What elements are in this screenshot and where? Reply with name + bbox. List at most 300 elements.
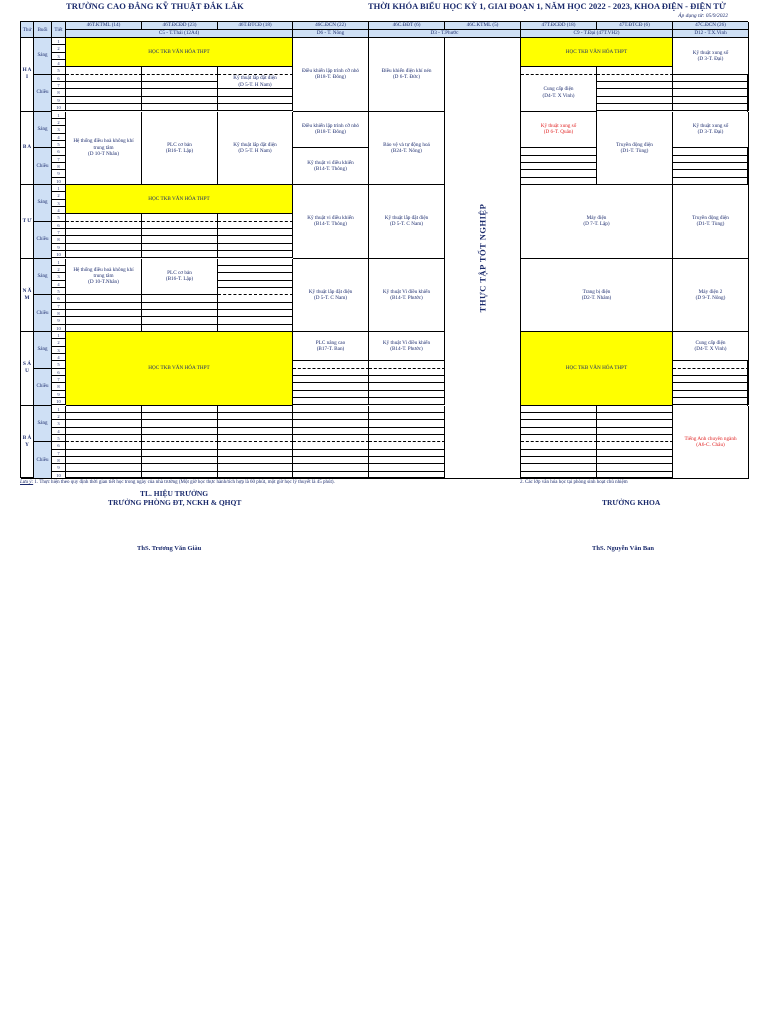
empty-slot	[218, 251, 293, 258]
slot-number: 6	[52, 75, 66, 82]
slot-number: 2	[52, 413, 66, 420]
empty-slot	[521, 464, 597, 471]
empty-slot	[66, 229, 142, 236]
schedule-block	[673, 259, 749, 333]
empty-slot	[597, 406, 673, 413]
class-header: 47T.ĐCĐD (18)	[521, 22, 597, 30]
schedule-block	[673, 185, 749, 259]
empty-slot	[369, 428, 445, 435]
empty-slot	[369, 369, 445, 376]
empty-slot	[597, 82, 673, 89]
empty-slot	[293, 472, 369, 479]
schedule-block-text: Kỹ thuật xung số (D 3-T. Đại)	[692, 49, 729, 62]
slot-number: 2	[52, 119, 66, 126]
empty-slot	[66, 406, 142, 413]
empty-slot	[66, 89, 142, 96]
empty-slot	[142, 244, 218, 251]
slot-number: 4	[52, 134, 66, 141]
schedule-block-text: Cung cấp điện (D4-T. X Vinh)	[694, 339, 727, 353]
slot-number: 10	[52, 472, 66, 479]
schedule-block-text: Kỹ thuật Vi điều khiển (B14-T. Phước)	[382, 288, 431, 301]
slot-number: 1	[52, 406, 66, 413]
empty-slot	[218, 222, 293, 229]
empty-slot	[218, 97, 293, 104]
schedule-block-text: Điều khiển điện khí nén (D 6-T. Đức)	[381, 68, 432, 81]
slot-number: 10	[52, 104, 66, 111]
schedule-block	[673, 38, 749, 75]
schedule-block	[673, 406, 749, 480]
empty-slot	[293, 428, 369, 435]
van-hoa-block	[66, 38, 293, 67]
empty-slot	[142, 413, 218, 420]
empty-slot	[66, 295, 142, 302]
empty-slot	[673, 398, 749, 405]
session-label: Chiều	[34, 148, 52, 185]
empty-slot	[293, 369, 369, 376]
empty-slot	[673, 104, 749, 111]
schedule-block-text: HỌC TKB VĂN HÓA THPT	[565, 49, 628, 56]
session-label: Chiều	[34, 442, 52, 479]
empty-slot	[673, 383, 749, 390]
slot-number: 1	[52, 38, 66, 45]
empty-slot	[66, 82, 142, 89]
day-label: H A I	[21, 38, 34, 112]
schedule-block	[142, 259, 218, 296]
empty-slot	[218, 428, 293, 435]
empty-slot	[521, 420, 597, 427]
empty-slot	[369, 435, 445, 442]
empty-slot	[597, 457, 673, 464]
slot-number: 10	[52, 398, 66, 405]
slot-number: 4	[52, 354, 66, 361]
empty-slot	[218, 420, 293, 427]
schedule-block-text: Kỹ thuật xung số (D 6-T. Quân)	[540, 123, 577, 136]
empty-slot	[218, 317, 293, 324]
schedule-title: THỜI KHÓA BIỂU HỌC KỲ 1, GIAI ĐOẠN 1, NĂM HỌC 2022 - 2023, KHOA ĐIỆN - ĐIỆN TỬ	[368, 1, 726, 11]
empty-slot	[142, 428, 218, 435]
schedule-block	[369, 332, 445, 361]
empty-slot	[142, 295, 218, 302]
empty-slot	[369, 464, 445, 471]
slot-number: 1	[52, 112, 66, 119]
empty-slot	[521, 457, 597, 464]
slot-number: 3	[52, 200, 66, 207]
schedule-block-text: Kỹ thuật lắp đặt điện (D 5-T. C Nam)	[308, 288, 353, 301]
empty-slot	[597, 464, 673, 471]
empty-slot	[597, 450, 673, 457]
session-label: Sáng	[34, 406, 52, 443]
slot-number: 8	[52, 236, 66, 243]
empty-slot	[293, 442, 369, 449]
slot-number: 8	[52, 457, 66, 464]
schedule-block	[521, 259, 673, 333]
empty-slot	[597, 413, 673, 420]
empty-slot	[521, 163, 597, 170]
slot-number: 3	[52, 420, 66, 427]
empty-slot	[218, 413, 293, 420]
slot-number: 4	[52, 60, 66, 67]
empty-slot	[293, 450, 369, 457]
day-label: T Ư	[21, 185, 34, 259]
header-tiet: Tiết	[52, 22, 66, 38]
slot-number: 6	[52, 369, 66, 376]
empty-slot	[66, 420, 142, 427]
empty-slot	[66, 236, 142, 243]
empty-slot	[218, 295, 293, 302]
signature-right-title: TRƯỞNG KHOA	[602, 498, 661, 507]
empty-slot	[673, 170, 749, 177]
empty-slot	[369, 376, 445, 383]
empty-slot	[293, 376, 369, 383]
session-label: Chiều	[34, 295, 52, 332]
empty-slot	[66, 464, 142, 471]
schedule-block	[293, 259, 369, 333]
empty-slot	[142, 464, 218, 471]
slot-number: 8	[52, 89, 66, 96]
empty-slot	[521, 156, 597, 163]
thuc-tap-label: THỰC TẬP TỐT NGHIỆP	[477, 203, 488, 313]
empty-slot	[66, 222, 142, 229]
empty-slot	[218, 457, 293, 464]
slot-number: 9	[52, 464, 66, 471]
schedule-block	[597, 112, 673, 186]
schedule-block	[673, 332, 749, 361]
empty-slot	[673, 178, 749, 185]
empty-slot	[673, 376, 749, 383]
session-label: Sáng	[34, 38, 52, 75]
empty-slot	[521, 178, 597, 185]
empty-slot	[218, 464, 293, 471]
empty-slot	[369, 472, 445, 479]
slot-number: 7	[52, 376, 66, 383]
empty-slot	[66, 413, 142, 420]
apply-date: Áp dụng từ: 05/9/2022	[678, 13, 728, 19]
empty-slot	[369, 420, 445, 427]
slot-number: 10	[52, 251, 66, 258]
empty-slot	[521, 442, 597, 449]
empty-slot	[218, 214, 293, 221]
empty-slot	[673, 163, 749, 170]
slot-number: 5	[52, 67, 66, 74]
empty-slot	[293, 406, 369, 413]
schedule-block-text: Trang bị điện (D2-T. Nhâm)	[581, 288, 612, 301]
schedule-block-text: Cung cấp điện (D4-T. X Vinh)	[542, 86, 575, 99]
slot-number: 7	[52, 82, 66, 89]
note-left	[20, 480, 335, 485]
class-header: 46T.KTML (14)	[66, 22, 142, 30]
empty-slot	[597, 75, 673, 82]
schedule-block-text: Máy điện 2 (D 9-T. Nông)	[695, 288, 726, 301]
empty-slot	[597, 442, 673, 449]
slot-number: 3	[52, 347, 66, 354]
empty-slot	[218, 288, 293, 295]
slot-number: 5	[52, 214, 66, 221]
note-prefix: Lưu ý:	[20, 480, 34, 485]
empty-slot	[673, 148, 749, 155]
empty-slot	[597, 428, 673, 435]
empty-slot	[218, 281, 293, 288]
day-label: N Ă M	[21, 259, 34, 333]
slot-number: 7	[52, 229, 66, 236]
empty-slot	[597, 89, 673, 96]
slot-number: 3	[52, 273, 66, 280]
empty-slot	[142, 97, 218, 104]
slot-number: 4	[52, 207, 66, 214]
empty-slot	[66, 442, 142, 449]
schedule-block-text: HỌC TKB VĂN HÓA THPT	[148, 365, 210, 372]
empty-slot	[66, 457, 142, 464]
empty-slot	[142, 229, 218, 236]
slot-number: 3	[52, 53, 66, 60]
slot-number: 5	[52, 435, 66, 442]
empty-slot	[218, 104, 293, 111]
class-header: 47T.ĐTCĐ (6)	[597, 22, 673, 30]
schedule-block-text: Truyền động điện (D1-T. Tùng)	[692, 215, 729, 228]
schedule-block	[293, 332, 369, 361]
empty-slot	[673, 369, 749, 376]
empty-slot	[66, 472, 142, 479]
session-label: Sáng	[34, 112, 52, 149]
schedule-block-text: Kỹ thuật lắp đặt điện (D 5-T. C Nam)	[384, 215, 429, 228]
empty-slot	[521, 406, 597, 413]
empty-slot	[218, 244, 293, 251]
empty-slot	[673, 82, 749, 89]
slot-number: 6	[52, 295, 66, 302]
empty-slot	[218, 406, 293, 413]
slot-number: 4	[52, 428, 66, 435]
schedule-block-text: Kỹ thuật lắp đặt điện (D 5-T. H Nam)	[233, 75, 277, 88]
empty-slot	[369, 361, 445, 368]
empty-slot	[293, 391, 369, 398]
empty-slot	[521, 413, 597, 420]
empty-slot	[66, 104, 142, 111]
schedule-block	[369, 112, 445, 186]
empty-slot	[293, 420, 369, 427]
slot-number: 9	[52, 244, 66, 251]
empty-slot	[293, 361, 369, 368]
empty-slot	[142, 75, 218, 82]
empty-slot	[673, 97, 749, 104]
empty-slot	[66, 303, 142, 310]
empty-slot	[597, 472, 673, 479]
schedule-block-text: HỌC TKB VĂN HÓA THPT	[148, 196, 210, 203]
session-label: Sáng	[34, 332, 52, 369]
empty-slot	[218, 442, 293, 449]
slot-number: 2	[52, 266, 66, 273]
schedule-block	[218, 112, 293, 186]
empty-slot	[66, 325, 142, 332]
signature-left-title: TL. HIỆU TRƯỞNG	[140, 489, 209, 498]
empty-slot	[66, 317, 142, 324]
empty-slot	[142, 251, 218, 258]
empty-slot	[142, 442, 218, 449]
empty-slot	[369, 442, 445, 449]
empty-slot	[142, 450, 218, 457]
empty-slot	[597, 104, 673, 111]
empty-slot	[597, 67, 673, 74]
empty-slot	[142, 310, 218, 317]
slot-number: 2	[52, 45, 66, 52]
empty-slot	[142, 214, 218, 221]
homeroom-header: C5 - T.Thái (12A4)	[66, 30, 293, 38]
empty-slot	[218, 310, 293, 317]
empty-slot	[218, 236, 293, 243]
empty-slot	[66, 251, 142, 258]
empty-slot	[218, 266, 293, 273]
empty-slot	[142, 67, 218, 74]
empty-slot	[597, 97, 673, 104]
empty-slot	[142, 472, 218, 479]
slot-number: 5	[52, 288, 66, 295]
homeroom-header: D3 - T.Phước	[369, 30, 521, 38]
slot-number: 8	[52, 383, 66, 390]
empty-slot	[142, 222, 218, 229]
schedule-block	[369, 185, 445, 259]
empty-slot	[369, 391, 445, 398]
empty-slot	[597, 420, 673, 427]
schedule-block	[293, 185, 369, 259]
session-label: Chiều	[34, 222, 52, 259]
slot-number: 9	[52, 170, 66, 177]
empty-slot	[66, 97, 142, 104]
empty-slot	[66, 450, 142, 457]
schedule-block-text: Kỹ thuật vi điều khiển (B14-T. Thông)	[307, 215, 354, 228]
empty-slot	[142, 89, 218, 96]
empty-slot	[521, 435, 597, 442]
empty-slot	[218, 259, 293, 266]
empty-slot	[142, 236, 218, 243]
slot-number: 9	[52, 391, 66, 398]
signature-left-subtitle: TRƯỞNG PHÒNG ĐT, NCKH & QHQT	[108, 498, 242, 507]
class-header: 46T.ĐCĐD (23)	[142, 22, 218, 30]
schedule-block	[66, 259, 142, 296]
homeroom-header: D12 - T.X.Vinh	[673, 30, 749, 38]
schedule-block-text: Tiếng Anh chuyên ngành (A6-C. Châu)	[684, 435, 737, 448]
empty-slot	[293, 435, 369, 442]
class-header: 46C.ĐCN (22)	[293, 22, 369, 30]
schedule-block-text: Kỹ thuật vi điều khiển (B14-T. Thông)	[307, 159, 354, 173]
schedule-block-text: Kỹ thuật xung số (D 3-T. Đại)	[692, 123, 729, 136]
empty-slot	[369, 457, 445, 464]
empty-slot	[66, 75, 142, 82]
schedule-block	[293, 38, 369, 112]
thuc-tap-block	[445, 38, 521, 479]
empty-slot	[142, 303, 218, 310]
empty-slot	[293, 413, 369, 420]
header-thu: Thứ	[21, 22, 34, 38]
class-header: 46T.ĐTCĐ (18)	[218, 22, 293, 30]
empty-slot	[673, 391, 749, 398]
note-right: 2. Các lớp văn hóa học tại phòng sinh hoạt chủ nhiệm	[520, 480, 628, 485]
slot-number: 6	[52, 222, 66, 229]
slot-number: 1	[52, 332, 66, 339]
empty-slot	[521, 67, 597, 74]
schedule-block	[218, 75, 293, 90]
schedule-block	[521, 75, 597, 112]
schedule-block-text: Bảo vệ và tự động hoá (B24-T. Nông)	[383, 141, 430, 154]
empty-slot	[521, 428, 597, 435]
slot-number: 5	[52, 141, 66, 148]
schedule-block-text: Hệ thống điều hoà không khí trung tâm (D 10-T.Nhân)	[73, 267, 134, 286]
slot-number: 2	[52, 192, 66, 199]
slot-number: 1	[52, 185, 66, 192]
schedule-block-text: PLC nâng cao (B17-T. Ban)	[315, 339, 346, 353]
empty-slot	[218, 325, 293, 332]
header-buoi: Buổi	[34, 22, 52, 38]
empty-slot	[66, 310, 142, 317]
empty-slot	[293, 398, 369, 405]
class-header: 46C.ĐĐT (6)	[369, 22, 445, 30]
empty-slot	[142, 457, 218, 464]
school-name: TRƯỜNG CAO ĐẲNG KỸ THUẬT ĐẮK LẮK	[66, 1, 244, 11]
empty-slot	[142, 104, 218, 111]
empty-slot	[218, 273, 293, 280]
empty-slot	[369, 450, 445, 457]
slot-number: 8	[52, 163, 66, 170]
schedule-block	[673, 112, 749, 149]
empty-slot	[142, 325, 218, 332]
empty-slot	[218, 450, 293, 457]
schedule-block-text: Máy điện (D 7-T. Lập)	[583, 215, 610, 228]
empty-slot	[597, 435, 673, 442]
empty-slot	[521, 170, 597, 177]
slot-number: 6	[52, 148, 66, 155]
schedule-block-text: Truyền động điện (D1-T. Tùng)	[616, 141, 653, 154]
signature-right-name: ThS. Nguyễn Văn Ban	[592, 545, 655, 552]
schedule-grid	[20, 21, 748, 478]
empty-slot	[293, 383, 369, 390]
empty-slot	[218, 89, 293, 96]
schedule-block	[369, 38, 445, 112]
empty-slot	[218, 67, 293, 74]
day-label: B Ả Y	[21, 406, 34, 480]
empty-slot	[521, 472, 597, 479]
slot-number: 7	[52, 450, 66, 457]
empty-slot	[142, 420, 218, 427]
schedule-block-text: Điều khiển lập trình cỡ nhỏ (B18-T. Đông)	[301, 123, 360, 136]
empty-slot	[66, 435, 142, 442]
empty-slot	[369, 406, 445, 413]
empty-slot	[66, 67, 142, 74]
schedule-block	[369, 259, 445, 333]
empty-slot	[66, 214, 142, 221]
empty-slot	[673, 89, 749, 96]
slot-number: 8	[52, 310, 66, 317]
empty-slot	[218, 303, 293, 310]
empty-slot	[218, 435, 293, 442]
schedule-block-text: HỌC TKB VĂN HÓA THPT	[148, 49, 210, 56]
van-hoa-block	[66, 185, 293, 214]
van-hoa-block	[66, 332, 293, 406]
session-label: Chiều	[34, 369, 52, 406]
empty-slot	[369, 398, 445, 405]
empty-slot	[142, 82, 218, 89]
empty-slot	[218, 229, 293, 236]
empty-slot	[673, 361, 749, 368]
day-label: B A	[21, 112, 34, 186]
schedule-block-text: PLC cơ bản (B16-T. Lập)	[165, 141, 194, 154]
schedule-block-text: HỌC TKB VĂN HÓA THPT	[565, 365, 628, 372]
empty-slot	[673, 156, 749, 163]
schedule-block-text: Điều khiển lập trình cỡ nhỏ (B18-T. Đông)	[301, 68, 360, 81]
session-label: Chiều	[34, 75, 52, 112]
empty-slot	[142, 435, 218, 442]
empty-slot	[521, 148, 597, 155]
slot-number: 10	[52, 178, 66, 185]
slot-number: 1	[52, 259, 66, 266]
session-label: Sáng	[34, 185, 52, 222]
empty-slot	[142, 317, 218, 324]
